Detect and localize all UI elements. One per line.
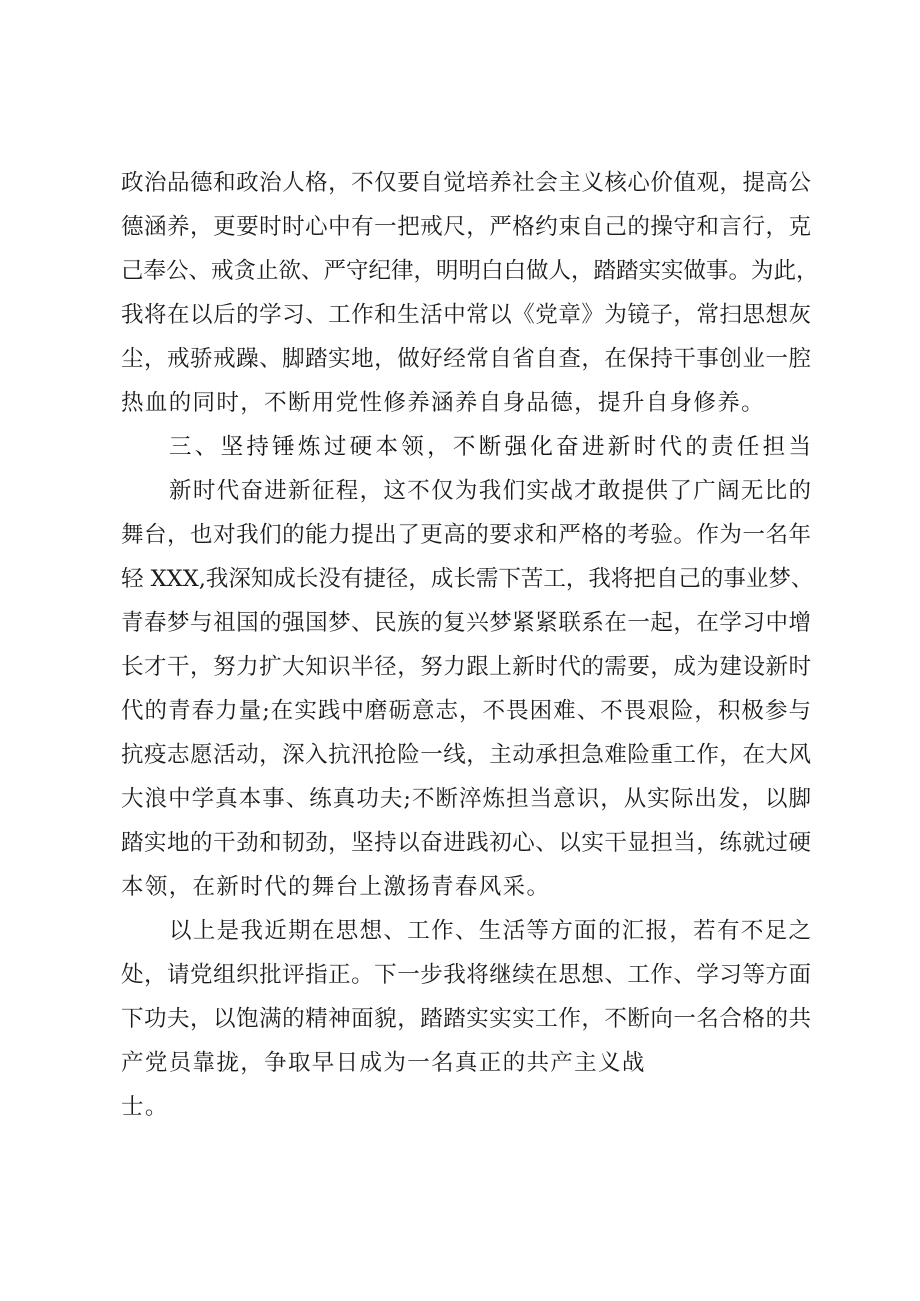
paragraph-line: 产党员靠拢，争取早日成为一名真正的共产主义战 [121,1050,646,1076]
paragraph-line: 轻 XXX,我深知成长没有捷径，成长需下苦工，我将把自己的事业梦、 [121,566,814,592]
section-heading: 三、坚持锤炼过硬本领，不断强化奋进新时代的责任担当 [169,434,811,460]
paragraph-line: 以上是我近期在思想、工作、生活等方面的汇报，若有不足之 [169,918,811,944]
paragraph-line: 处，请党组织批评指正。下一步我将继续在思想、工作、学习等方面 [121,962,811,988]
paragraph-line: 士。 [121,1094,169,1120]
paragraph-line: 我将在以后的学习、工作和生活中常以《党章》为镜子，常扫思想灰 [121,302,811,328]
paragraph-line: 青春梦与祖国的强国梦、民族的复兴梦紧紧联系在一起，在学习中增 [121,610,811,636]
paragraph-line: 尘，戒骄戒躁、脚踏实地，做好经常自省自查，在保持干事创业一腔 [121,346,811,372]
paragraph-line: 新时代奋进新征程，这不仅为我们实战才敢提供了广阔无比的 [169,478,811,504]
paragraph-line: 舞台，也对我们的能力提出了更高的要求和严格的考验。作为一名年 [121,522,811,548]
paragraph-line: 己奉公、戒贪止欲、严守纪律，明明白白做人，踏踏实实做事。为此， [121,258,819,284]
paragraph-line: 踏实地的干劲和韧劲，坚持以奋进践初心、以实干显担当，练就过硬 [121,830,811,856]
paragraph-line: 热血的同时，不断用党性修养涵养自身品德，提升自身修养。 [121,390,765,416]
paragraph-line: 大浪中学真本事、练真功夫;不断淬炼担当意识，从实际出发，以脚 [121,786,811,812]
paragraph-line: 长才干，努力扩大知识半径，努力跟上新时代的需要，成为建设新时 [121,654,811,680]
paragraph-line: 下功夫，以饱满的精神面貌，踏踏实实实工作，不断向一名合格的共 [121,1006,811,1032]
paragraph-line: 政治品德和政治人格，不仅要自觉培养社会主义核心价值观，提高公 [121,170,811,196]
paragraph-line: 代的青春力量;在实践中磨砺意志，不畏困难、不畏艰险，积极参与 [121,698,811,724]
paragraph-line: 本领，在新时代的舞台上激扬青春风采。 [121,874,551,900]
paragraph-line: 抗疫志愿活动，深入抗汛抢险一线，主动承担急难险重工作，在大风 [121,742,811,768]
paragraph-line: 德涵养，更要时时心中有一把戒尺，严格约束自己的操守和言行，克 [121,214,811,240]
